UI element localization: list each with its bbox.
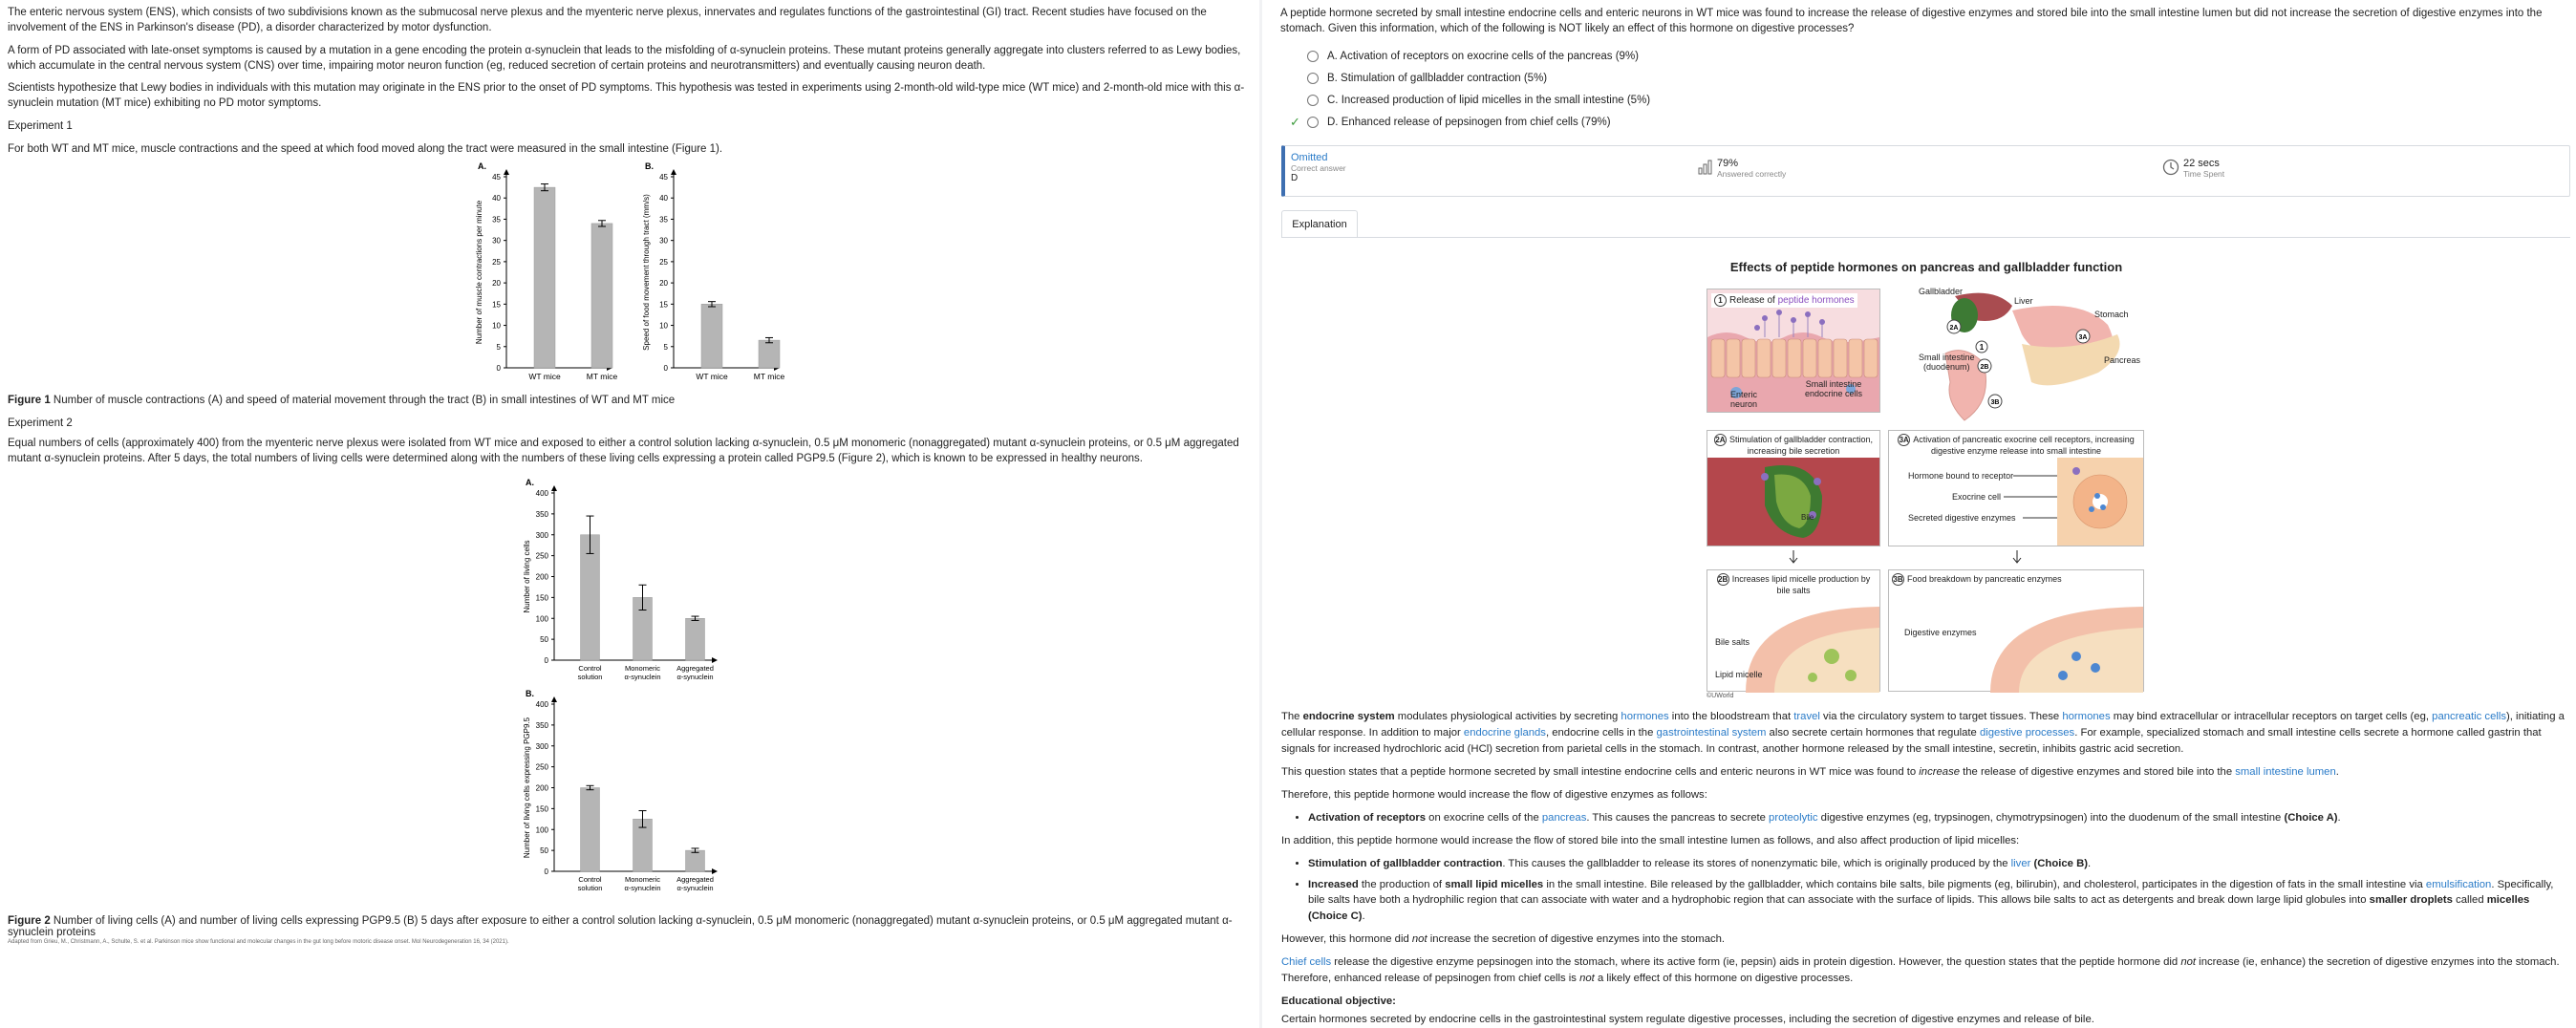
figure-1-caption: Figure 1 Number of muscle contractions (A) and speed of material movement through the tract (B) in small intestines of WT and MT mice — [8, 395, 676, 406]
y-axis-arrow — [504, 169, 509, 175]
passage-paragraph: Scientists hypothesize that Lewy bodies in individuals with this mutation may originate in the ENS prior to the onset of PD symptoms. This hypothesis was tested in experiments using 2-month-old wild-type mice (WT mice) and 2-month-old mice with this α-synuclein mutation (MT mice) exhibiting no PD motor symptoms. — [8, 82, 1245, 110]
y-tick-label: 400 — [535, 489, 548, 498]
y-tick-label: 35 — [659, 215, 668, 225]
y-axis-label: Number of living cells — [523, 540, 531, 613]
panel-label: B. — [526, 690, 534, 698]
panel-3a: 3A Activation of pancreatic exocrine cell receptors, increasing digestive enzyme release into small intestine Hormone bound to receptor Exocrine cell Secreted digestive enzymes — [1888, 430, 2144, 546]
bar — [591, 224, 612, 368]
choice-c[interactable]: C. Increased production of lipid micelles in the small intestine (5%) — [1307, 94, 2566, 107]
y-tick-label: 0 — [544, 656, 548, 665]
percent-sub: Answered correctly — [1717, 169, 1787, 179]
bar — [701, 304, 722, 368]
answer-choices — [1290, 50, 2566, 130]
enzyme-illustration — [1971, 599, 2143, 693]
time-sub: Time Spent — [2183, 169, 2225, 179]
choice-a[interactable]: A. Activation of receptors on exocrine cells of the pancreas (9%) — [1307, 50, 2566, 63]
y-axis-label: Speed of food movement through tract (mm/s) — [642, 194, 651, 351]
y-tick-label: 20 — [492, 279, 501, 289]
down-arrow-icon — [2012, 550, 2022, 564]
y-tick-label: 30 — [492, 236, 501, 246]
y-tick-label: 0 — [544, 867, 548, 876]
tab-underline — [1281, 237, 2570, 238]
choice-d[interactable]: ✓ D. Enhanced release of pepsinogen from chief cells (79%) — [1307, 116, 2566, 129]
y-tick-label: 10 — [659, 321, 668, 331]
explanation-text: The endocrine system modulates physiological activities by secreting hormones into the bloodstream that travel via the circulatory system to target tissues. These hormones may bind extracellular or intracellular receptors on target cells (eg, pancreatic cells), initiating a cellular response. In addition to major endocrine glands, endocrine cells in the gastrointestinal system also secrete certain hormones that regulate digestive processes. For example, specialized stomach and small intestine cells secrete a hormone called gastrin that signals for increased hydrochloric acid (HCl) secretion from parietal cells in the stomach. In contrast, another hormone released by the small intestine, secretin, inhibits gastric acid secretion. This question states that a peptide hormone secreted by small intestine endocrine cells and enteric neurons in WT mice was found to increase the release of digestive enzymes and stored bile into the small intestine lumen. Therefore, this peptide hormone would increase the flow of digestive enzymes as follows: • Activation of receptors on exocrine cells of the pancreas. This causes the pancreas to secrete proteolytic digestive enzymes (eg, trypsinogen, chymotrypsinogen) into the duodenum of the small intestine (Choice A). In addition, this peptide hormone would increase the flow of stored bile into the small intestine lumen as follows, and also affect production of lipid micelles: • Stimulation of gallbladder contraction. This causes the gallbladder to release its stores of nonenzymatic bile, which is originally produced by the liver (Choice B). • Increased the production of small lipid micelles in the small intestine. Bile released by the gallbladder, which contains bile salts, bile pigments (eg, bilirubin), and cholesterol, participates in the digestion of fats in the small intestine via emulsification. Specifically, bile salts have both a hydrophilic region that can associate with water and a hydrophobic region that can associate with the surface of lipids. This allows bile salts to act as detergents and break down large lipid globules into smaller droplets called micelles (Choice C). However, this hormone did not increase the secretion of digestive enzymes into the stomach. Chief cells release the digestive enzyme pepsinogen into the stomach, where its active form (ie, pepsin) aids in protein digestion. However, the question states that the peptide hormone did not increase (ie, enhance) the secretion of digestive enzymes into the stomach. Therefore, enhanced release of pepsinogen from chief cells is not a likely effect of this hormone on digestive processes. Educational objective: Certain hormones secreted by endocrine cells in the gastrointestinal system regulate digestive processes, including the secretion of digestive enzymes and release of bile. — [1281, 709, 2566, 1028]
panel-2a: 2A Stimulation of gallbladder contraction, increasing bile secretion Bile — [1707, 430, 1880, 546]
bar — [686, 618, 705, 660]
x-tick-label: α-synuclein — [676, 673, 714, 681]
experiment-heading: Experiment 2 — [8, 418, 73, 429]
y-tick-label: 0 — [663, 364, 668, 373]
credit: ©UWorld — [1707, 693, 1734, 699]
passage-paragraph: The enteric nervous system (ENS), which consists of two subdivisions known as the submucosal nerve plexus and the myenteric nerve plexus, innervates and regulates functions of the gastrointestinal (GI) tract. Recent studies have focused on the involvement of the ENS in Parkinson's disease (PD), a disorder characterized by motor dysfunction. — [8, 7, 1207, 33]
citation: Adapted from Grieu, M., Christmann, A., Schulte, S. et al. Parkinson mice show functional and molecular changes in the gut long before motoric disease onset. Mol Neurodegeneration 16, 34 (2021). — [8, 939, 509, 945]
x-tick-label: α-synuclein — [676, 884, 714, 892]
leader-lines — [1889, 458, 2057, 546]
y-tick-label: 15 — [659, 300, 668, 310]
panel-label: A. — [478, 161, 486, 171]
y-tick-label: 100 — [535, 825, 548, 835]
y-tick-label: 25 — [659, 257, 668, 267]
y-tick-label: 50 — [540, 635, 548, 645]
time-block — [2183, 158, 2224, 209]
bar — [759, 340, 780, 368]
down-arrow-icon — [1789, 550, 1798, 564]
y-tick-label: 45 — [492, 173, 501, 182]
y-tick-label: 25 — [492, 257, 501, 267]
radio-icon[interactable] — [1307, 51, 1319, 62]
y-tick-label: 200 — [535, 572, 548, 582]
x-tick-label: Control — [578, 875, 602, 884]
y-tick-label: 150 — [535, 593, 548, 603]
panel-label: A. — [526, 478, 534, 487]
panel-label: B. — [645, 161, 654, 171]
figure-2b — [506, 690, 736, 902]
panel-2b: 2B Increases lipid micelle production by bile salts Bile salts Lipid micelle — [1707, 569, 1880, 692]
bar — [534, 187, 555, 368]
figure-1 — [449, 153, 793, 392]
svg-text:2A: 2A — [1949, 325, 1959, 332]
radio-icon[interactable] — [1307, 117, 1319, 128]
x-tick-label: α-synuclein — [624, 673, 661, 681]
passage-paragraph: A form of PD associated with late-onset symptoms is caused by a mutation in a gene encoding the protein α-synuclein that leads to the misfolding of α-synuclein proteins. These mutant proteins generally aggregate into clusters referred to as Lewy bodies, which accumulate in the central nervous system (CNS) over time, impairing motor neuron function (eg, reduced secretion of certain proteins and neurotransmitters) and eventually causing neuron death. — [8, 44, 1241, 72]
y-tick-label: 15 — [492, 300, 501, 310]
y-tick-label: 10 — [492, 321, 501, 331]
bar-chart-icon — [1698, 160, 1713, 175]
figure-2-caption: Figure 2 Number of living cells (A) and number of living cells expressing PGP9.5 (B) 5 days after exposure to either a control solution lacking α-synuclein, 0.5 μM monomeric (nonaggregated) mutant α-synuclein proteins, or 0.5 μM aggregated mutant α-synuclein proteins — [8, 915, 1233, 938]
infographic-title: Effects of peptide hormones on pancreas and gallbladder function — [1729, 260, 2123, 274]
radio-icon[interactable] — [1307, 73, 1319, 84]
status-sub: Correct answer — [1291, 163, 1346, 173]
x-tick-label: Aggregated — [676, 664, 714, 673]
x-tick-label: WT mice — [696, 372, 728, 381]
y-tick-label: 50 — [540, 846, 548, 856]
x-axis-arrow — [712, 868, 718, 874]
y-tick-label: 350 — [535, 720, 548, 730]
percent-block — [1717, 158, 1786, 209]
y-tick-label: 350 — [535, 509, 548, 519]
question-stem: A peptide hormone secreted by small intestine endocrine cells and enteric neurons in WT mice was found to increase the release of digestive enzymes and stored bile into the small intestine lumen but did not increase the secretion of digestive enzymes into the stomach. Given this information, which of the following is NOT likely an effect of this hormone on digestive processes? — [1280, 8, 2543, 35]
tab-explanation[interactable]: Explanation — [1281, 210, 1358, 237]
time-value: 22 secs — [2183, 158, 2220, 169]
x-tick-label: MT mice — [586, 372, 618, 381]
y-tick-label: 250 — [535, 762, 548, 772]
x-axis-arrow — [712, 657, 718, 663]
x-tick-label: MT mice — [753, 372, 785, 381]
x-tick-label: solution — [577, 673, 603, 681]
figure-2a — [506, 476, 736, 691]
pane-divider[interactable] — [1259, 0, 1262, 1028]
bar — [686, 850, 705, 871]
percent-value: 79% — [1717, 158, 1739, 169]
svg-text:1: 1 — [1979, 343, 1985, 352]
y-tick-label: 30 — [659, 236, 668, 246]
y-axis-arrow — [671, 169, 676, 175]
panel-1: 1 Release of peptide hormones Small intestine endocrine cells Enteric neuron — [1707, 289, 1880, 413]
status-block — [1291, 152, 1346, 203]
answer-stats-bar — [1281, 145, 2570, 197]
choice-b[interactable]: B. Stimulation of gallbladder contraction (5%) — [1307, 72, 2566, 85]
y-tick-label: 45 — [659, 173, 668, 182]
y-tick-label: 100 — [535, 614, 548, 624]
clock-icon — [2162, 159, 2179, 176]
correct-check-icon: ✓ — [1290, 115, 1300, 130]
y-tick-label: 300 — [535, 530, 548, 540]
svg-text:3B: 3B — [1990, 399, 2000, 406]
y-tick-label: 35 — [492, 215, 501, 225]
y-tick-label: 400 — [535, 700, 548, 709]
y-tick-label: 150 — [535, 804, 548, 814]
y-tick-label: 5 — [663, 342, 668, 352]
x-tick-label: Monomeric — [624, 875, 661, 884]
x-tick-label: Control — [578, 664, 602, 673]
bar — [581, 788, 600, 872]
x-tick-label: WT mice — [528, 372, 561, 381]
x-tick-label: Monomeric — [624, 664, 661, 673]
radio-icon[interactable] — [1307, 95, 1319, 106]
status-label: Omitted — [1291, 152, 1328, 163]
svg-text:2B: 2B — [1980, 364, 1989, 371]
y-axis-label: Number of living cells expressing PGP9.5 — [523, 717, 531, 859]
y-tick-label: 300 — [535, 741, 548, 751]
gallbladder-illustration — [1707, 458, 1879, 546]
y-tick-label: 250 — [535, 551, 548, 561]
svg-text:3A: 3A — [2078, 334, 2088, 341]
y-tick-label: 20 — [659, 279, 668, 289]
x-tick-label: solution — [577, 884, 603, 892]
pancreatic-cells-illustration — [2057, 458, 2143, 546]
x-tick-label: α-synuclein — [624, 884, 661, 892]
experiment-heading: Experiment 1 — [8, 120, 73, 133]
y-tick-label: 40 — [659, 194, 668, 203]
y-tick-label: 0 — [496, 364, 501, 373]
y-axis-arrow — [551, 696, 557, 702]
y-axis-arrow — [551, 485, 557, 491]
passage-paragraph: Equal numbers of cells (approximately 400) from the myenteric nerve plexus were isolated from WT mice and exposed to either a control solution lacking α-synuclein, 0.5 μM monomeric (nonaggregated) mutant α-synuclein proteins, or 0.5 μM aggregated mutant α-synuclein proteins. After 5 days, the total numbers of living cells were determined along with the numbers of these living cells expressing a protein called PGP9.5 (Figure 2), which is known to be expressed in healthy neurons. — [8, 438, 1239, 464]
y-tick-label: 40 — [492, 194, 501, 203]
y-axis-label: Number of muscle contractions per minute — [475, 200, 483, 345]
passage-paragraph: For both WT and MT mice, muscle contractions and the speed at which food moved along the tract were measured in the small intestine (Figure 1). — [8, 143, 723, 156]
y-tick-label: 200 — [535, 783, 548, 793]
x-tick-label: Aggregated — [676, 875, 714, 884]
infographic: Effects of peptide hormones on pancreas and gallbladder function 1 Release of peptide hormones Small intestine endocrine cells Enteric neuron 1 2A 2B 3A 3B Gallbladder Liver Stomach Small intestine (duodenum) Pancreas 2A Stimulation of gallbladder contraction, increasing bile secretion Bile 3A Activation of pancreatic exocrine cell receptors, increasing digestive enzyme release into small intestine Hormone bound to receptor Exocrine cell Secreted digestive enzymes 2B Increases lipid micelle production by bile salts Bile salts Lipid micelle 3B Food breakdown by pancreatic enzymes Digestive enzymes ©UWorld — [1707, 258, 2146, 697]
y-tick-label: 5 — [496, 342, 501, 352]
panel-3b: 3B Food breakdown by pancreatic enzymes Digestive enzymes — [1888, 569, 2144, 692]
correct-answer: D — [1291, 173, 1299, 183]
